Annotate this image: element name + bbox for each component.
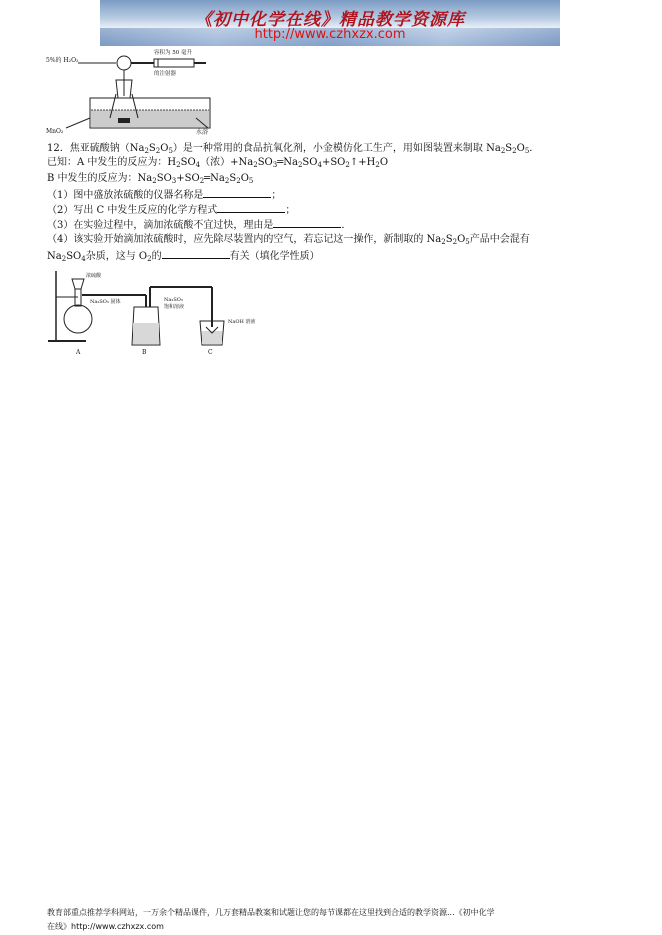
label-syringe-1: 容积为 50 毫升: [154, 50, 192, 56]
answer-blank-1[interactable]: [203, 187, 271, 198]
known-part: SO: [302, 157, 318, 168]
known-part: +SO: [321, 157, 346, 168]
site-banner: [100, 0, 560, 46]
label-A: A: [76, 349, 81, 356]
sub-question-2: （2）写出 C 中发生反应的化学方程式 ；: [47, 202, 295, 217]
footer-line-1: 教育部重点推荐学科网站，一万余个精品课件，几万套精品教案和试题让您的每节课都在这里找到合适的教学资源...《初中化学: [47, 908, 495, 917]
b-part: SO: [156, 173, 172, 184]
q4-text: 产品中会混有: [469, 234, 530, 245]
figure-apparatus-abc: [46, 267, 258, 356]
q4-text: SO: [66, 251, 82, 262]
known-part: 已知：A 中发生的反应为：H: [47, 157, 177, 168]
label-B: B: [142, 349, 147, 356]
known-part: SO: [257, 157, 273, 168]
answer-blank-3[interactable]: [273, 217, 341, 228]
footer: [47, 906, 617, 934]
label-acid: 浓硫酸: [86, 273, 102, 279]
known-reaction-b: B 中发生的反应为：$Na_2SO_3+SO_2═Na_2S_2O_5$: [47, 173, 254, 185]
banner-url[interactable]: http://www.czhxzx.com: [254, 27, 406, 42]
sub-question-4: （4）该实验开始滴加浓硫酸时，应先除尽装置内的空气，若忘记这一操作，新制取的 $Na_2S_2O_5$产品中会混有: [47, 234, 530, 246]
question-intro: 12．焦亚硫酸钠$(Na_2S_2O_5)$是一种常用的食品抗氧化剂，小金模仿化工生产，用如图装置来制取 $Na_2S_2O_5$．: [47, 143, 540, 155]
intro-part: 焦亚硫酸钠（Na: [69, 143, 145, 154]
q3-text: （3）在实验过程中，滴加浓硫酸不宜过快，理由是: [47, 220, 274, 231]
label-syringe-2: 的注射器: [154, 71, 177, 77]
answer-blank-2[interactable]: [217, 202, 285, 213]
label-C: C: [208, 349, 213, 356]
answer-blank-4[interactable]: [162, 248, 230, 259]
sub-question-4-cont: $Na_2SO_4$杂质，这与 $O_2$的 有关（填化学性质）: [47, 248, 320, 263]
q4-text: （4）该实验开始滴加浓硫酸时，应先除尽装置内的空气，若忘记这一操作，新制取的 Na: [47, 234, 442, 245]
b-part: ═Na: [204, 173, 225, 184]
figure-syringe-apparatus: [46, 48, 216, 136]
known-part: SO: [180, 157, 196, 168]
known-part: ↑+H: [349, 157, 376, 168]
question-number: 12．: [47, 143, 70, 154]
q4-text: Na: [47, 251, 62, 262]
b-part: +SO: [176, 173, 200, 184]
q4-text: 有关（填化学性质）: [229, 251, 320, 262]
q1-text: （1）图中盛放浓硫酸的仪器名称是: [47, 190, 204, 201]
label-b-bottle-2: 饱和溶液: [164, 304, 185, 310]
intro-part: ）是一种常用的食品抗氧化剂，小金模仿化工生产，用如图装置来制取 Na: [172, 143, 501, 154]
sub-question-3: （3）在实验过程中，滴加浓硫酸不宜过快，理由是 ．: [47, 217, 351, 232]
banner-title: 《初中化学在线》精品教学资源库: [195, 10, 465, 30]
label-c: NaOH 溶液: [228, 319, 256, 325]
label-a-flask: Na₂SO₃ 固体: [90, 299, 121, 305]
known-part: O: [379, 157, 389, 168]
b-part: B 中发生的反应为：Na: [47, 173, 153, 184]
label-water: 水浴: [196, 129, 209, 136]
known-part: ═Na: [277, 157, 298, 168]
q4-text: 杂质，这与 O: [85, 251, 148, 262]
label-mno2: MnO₂: [46, 128, 64, 135]
label-b-bottle-1: Na₂SO₃: [164, 297, 183, 303]
known-part: （浓）+Na: [200, 157, 254, 168]
sub-question-1: （1）图中盛放浓硫酸的仪器名称是 ；: [47, 187, 281, 202]
known-reaction-a: 已知：A 中发生的反应为：$H_2SO_4$（浓）$+Na_2SO_3═Na_2SO_4+SO_2↑+H_2O$: [47, 157, 389, 169]
label-h2o2: 5%的 H₂O₂: [46, 57, 79, 64]
q2-text: （2）写出 C 中发生反应的化学方程式: [47, 205, 218, 216]
q4-text: 的: [151, 251, 162, 262]
footer-line-2[interactable]: 在线》http://www.czhxzx.com: [47, 922, 164, 931]
